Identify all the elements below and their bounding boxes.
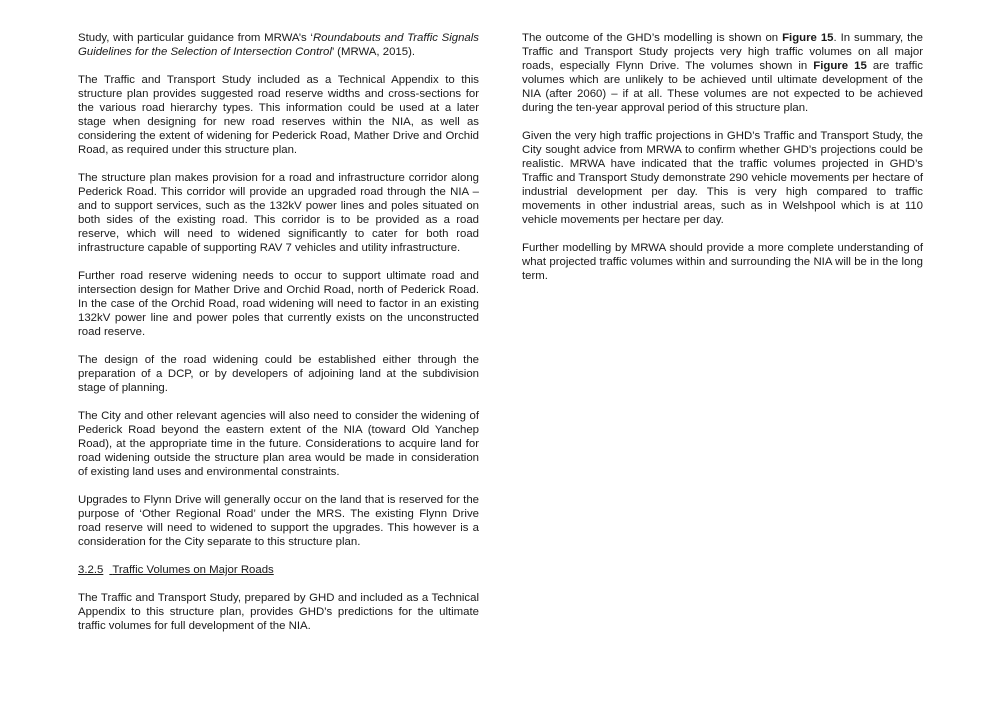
paragraph-flynn-drive: Upgrades to Flynn Drive will generally occur on the land that is reserved for the purpose of ‘Other Regional Road’ under the MRS. The existing Flynn Drive road reserve will need to widened to support the upgrades. This however is a consideration for the City separate to this structure plan. [78,494,479,548]
paragraph-eastern-widening: The City and other relevant agencies will also need to consider the widening of Pederick Road beyond the eastern extent of the NIA (toward Old Yanchep Road), at the appropriate time in the future. Considerations to acquire land for road widening outside the structure plan area would be made in consideration of existing land uses and environmental constraints. [78,410,479,478]
paragraph-further-modelling: Further modelling by MRWA should provide a more complete understanding of what projected traffic volumes within and surrounding the NIA will be in the long term. [522,242,923,282]
paragraph-text: ’ (MRWA, 2015). [331,46,416,58]
left-column [78,31,479,647]
paragraph-text: . In summary, the Traffic and Transport Study projects very high traffic volumes on all major roads, especially Flynn Drive. The volumes shown in [522,32,923,72]
paragraph-text: Study, with particular guidance from MRWA’s ‘ [78,32,313,44]
figure-reference: Figure 15 [782,32,834,44]
paragraph-text: The outcome of the GHD’s modelling is shown on [522,32,783,44]
guideline-title: Roundabouts and Traffic Signals Guidelines for the Selection of Intersection Control [78,32,479,58]
section-number: 3.2.5 [78,564,104,576]
paragraph-text: are traffic volumes which are unlikely to be achieved until ultimate development of the NIA (after 2060) – if at all. These volumes are not expected to be achieved during the ten-year approval period of this structure plan. [522,60,923,114]
paragraph-road-reserve-widening: Further road reserve widening needs to occur to support ultimate road and intersection design for Mather Drive and Orchid Road, north of Pederick Road. In the case of the Orchid Road, road widening will need to factor in an existing 132kV power line and power poles that currently exists on the unconstructed road reserve. [78,270,479,338]
paragraph-modelling-outcome [522,31,923,115]
paragraph-technical-appendix: The Traffic and Transport Study included as a Technical Appendix to this structure plan provides suggested road reserve widths and cross-sections for the various road hierarchy types. This information could be used at a later stage when designing for new road reserves within the NIA, as well as considering the extent of widening for Pederick Road, Mather Drive and Orchid Road, as required under this structure plan. [78,74,479,156]
paragraph-mrwa-guidance [78,31,479,59]
right-column [522,31,923,297]
paragraph-road-widening-design: The design of the road widening could be established either through the preparation of a DCP, or by developers of adjoining land at the subdivision stage of planning. [78,354,479,394]
paragraph-mrwa-advice: Given the very high traffic projections in GHD’s Traffic and Transport Study, the City sought advice from MRWA to confirm whether GHD’s projections could be realistic. MRWA have indicated that the traffic volumes projected in GHD’s Traffic and Transport Study demonstrate 290 vehicle movements per hectare of industrial development per day. This is very high compared to traffic movements in other industrial areas, such as in Welshpool which is at 110 vehicle movements per hectare per day. [522,130,923,226]
section-heading [78,563,479,577]
section-title: Traffic Volumes on Major Roads [112,564,274,576]
paragraph-pederick-corridor: The structure plan makes provision for a road and infrastructure corridor along Pederick Road. This corridor will provide an upgraded road through the NIA – and to support services, such as the 132kV power lines and poles situated on both sides of the existing road. This corridor is to be provided as a road reserve, which will need to widened significantly to cater for both road infrastructure capable of supporting RAV 7 vehicles and utility infrastructure. [78,172,479,254]
paragraph-ghd-predictions: The Traffic and Transport Study, prepared by GHD and included as a Technical Appendix to this structure plan, provides GHD’s predictions for the ultimate traffic volumes for full development of the NIA. [78,592,479,632]
figure-reference: Figure 15 [813,60,867,72]
